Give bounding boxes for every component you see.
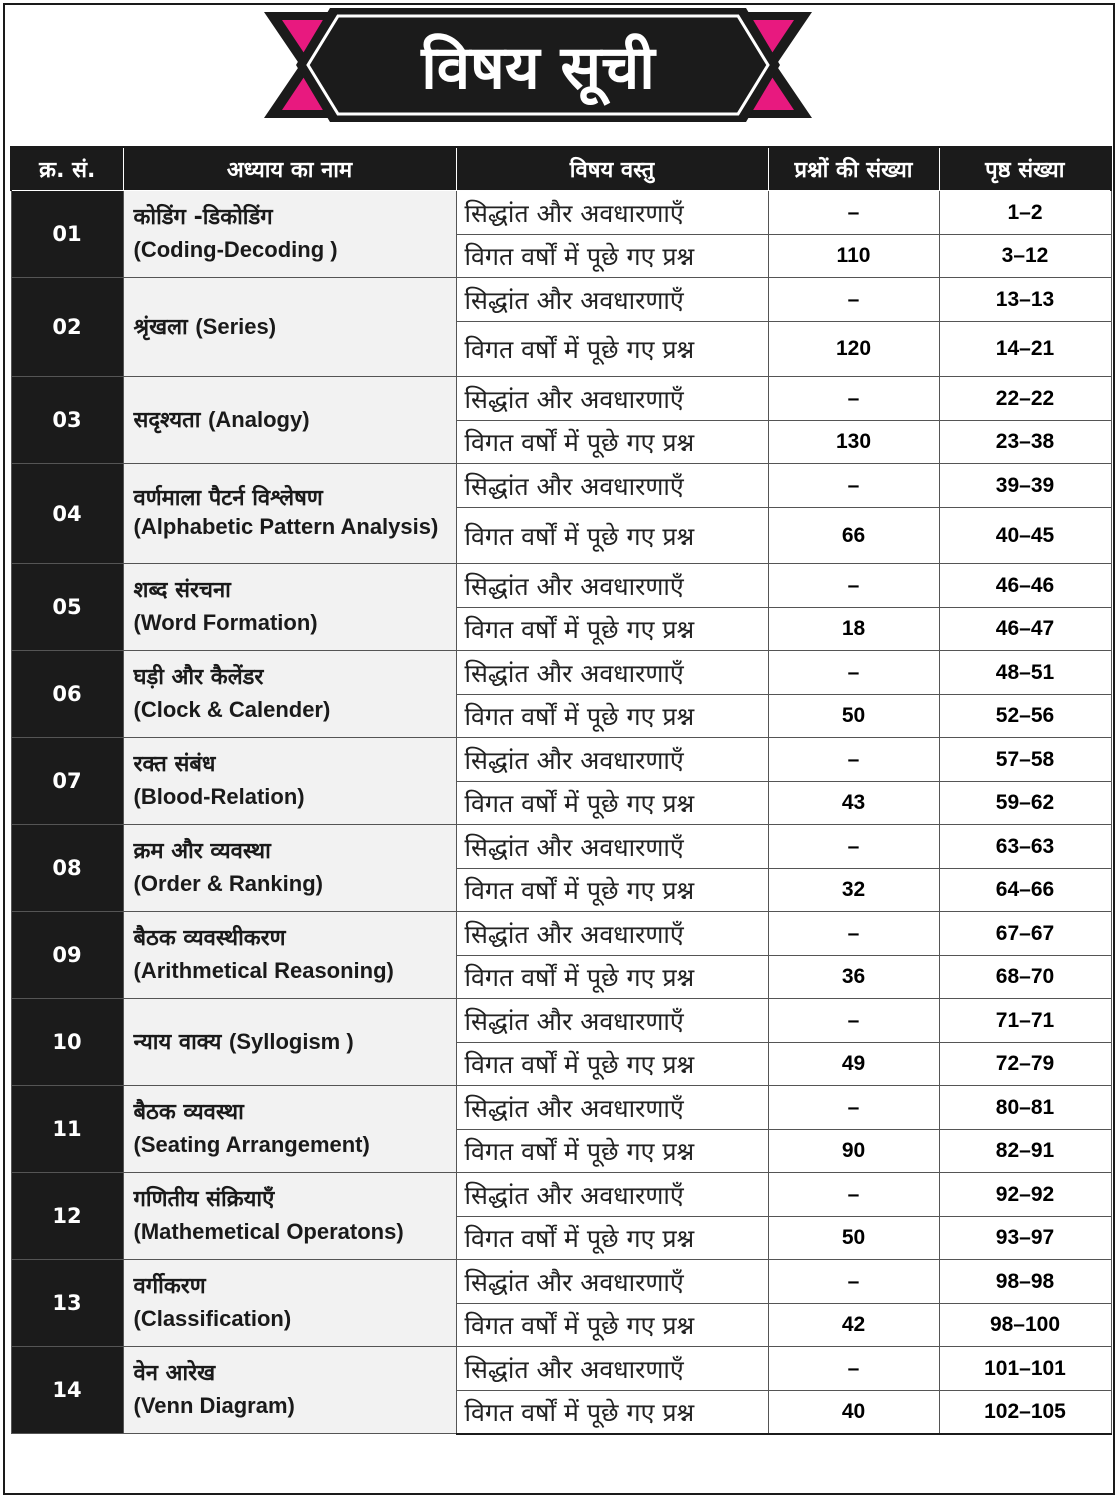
page-range: 46–46 [939, 564, 1111, 608]
page-range: 101–101 [939, 1347, 1111, 1391]
table-row [11, 1260, 1111, 1304]
page-range: 68–70 [939, 956, 1111, 999]
chapter-name-hindi: बैठक व्यवस्था [133, 1100, 244, 1126]
chapter-name-hindi: रक्त संबंध [133, 752, 216, 778]
question-count: – [768, 191, 939, 235]
page-title: विषय सूची [421, 33, 655, 103]
table-row [11, 999, 1111, 1043]
page-range: 22–22 [939, 377, 1111, 421]
question-count: 40 [768, 1391, 939, 1434]
chapter-number: 05 [11, 564, 123, 651]
page-range: 80–81 [939, 1086, 1111, 1130]
chapter-name-english: (Series) [195, 313, 277, 339]
question-count: – [768, 278, 939, 322]
chapter-number: 10 [11, 999, 123, 1086]
table-header-row [11, 147, 1111, 191]
table-row [11, 278, 1111, 322]
table-row [11, 1347, 1111, 1391]
question-count: 66 [768, 508, 939, 564]
subject-label: विगत वर्षों में पूछे गए प्रश्न [456, 322, 768, 377]
question-count: 50 [768, 1217, 939, 1260]
question-count: 110 [768, 235, 939, 278]
page-range: 92–92 [939, 1173, 1111, 1217]
chapter-name [123, 738, 456, 825]
chapter-name-english: (Alphabetic Pattern Analysis) [133, 514, 439, 539]
subject-label: विगत वर्षों में पूछे गए प्रश्न [456, 782, 768, 825]
question-count: 32 [768, 869, 939, 912]
table-row [11, 564, 1111, 608]
chapter-number: 13 [11, 1260, 123, 1347]
chapter-name [123, 1173, 456, 1260]
chapter-name-hindi: गणितीय संक्रियाएँ [133, 1187, 275, 1213]
page-range: 63–63 [939, 825, 1111, 869]
question-count: 43 [768, 782, 939, 825]
page-range: 82–91 [939, 1130, 1111, 1173]
chapter-name-hindi: श्रृंखला [133, 314, 188, 340]
chapter-name-english: (Clock & Calender) [133, 696, 331, 722]
column-header: विषय वस्तु [456, 147, 768, 191]
page-range: 40–45 [939, 508, 1111, 564]
chapter-number: 07 [11, 738, 123, 825]
chapter-name-english: (Mathemetical Operatons) [133, 1218, 404, 1244]
subject-label: सिद्धांत और अवधारणाएँ [456, 464, 768, 508]
table-row [11, 464, 1111, 508]
chapter-name-hindi: क्रम और व्यवस्था [133, 839, 271, 865]
subject-label: विगत वर्षों में पूछे गए प्रश्न [456, 1130, 768, 1173]
column-header: पृष्ठ संख्या [939, 147, 1111, 191]
page-range: 52–56 [939, 695, 1111, 738]
chapter-name-english: (Blood-Relation) [133, 783, 305, 809]
page-range: 1–2 [939, 191, 1111, 235]
chapter-name-hindi: घड़ी और कैलेंडर [133, 665, 264, 691]
table-row [11, 825, 1111, 869]
chapter-name [123, 564, 456, 651]
question-count: – [768, 999, 939, 1043]
page-range: 93–97 [939, 1217, 1111, 1260]
chapter-name-hindi: कोडिंग -डिकोडिंग [133, 205, 273, 231]
table-row [11, 1086, 1111, 1130]
subject-label: सिद्धांत और अवधारणाएँ [456, 278, 768, 322]
table-row [11, 191, 1111, 235]
table-row [11, 651, 1111, 695]
column-header: क्र. सं. [11, 147, 123, 191]
question-count: – [768, 1173, 939, 1217]
subject-label: सिद्धांत और अवधारणाएँ [456, 1173, 768, 1217]
column-header: प्रश्नों की संख्या [768, 147, 939, 191]
question-count: – [768, 1347, 939, 1391]
chapter-name-english: (Analogy) [208, 406, 310, 432]
question-count: – [768, 464, 939, 508]
question-count: 50 [768, 695, 939, 738]
chapter-name [123, 1086, 456, 1173]
chapter-name [123, 825, 456, 912]
chapter-name [123, 1347, 456, 1434]
chapter-number: 14 [11, 1347, 123, 1434]
chapter-number: 08 [11, 825, 123, 912]
page-range: 102–105 [939, 1391, 1111, 1434]
question-count: – [768, 912, 939, 956]
question-count: 130 [768, 421, 939, 464]
subject-label: सिद्धांत और अवधारणाएँ [456, 651, 768, 695]
chapter-number: 04 [11, 464, 123, 564]
subject-label: विगत वर्षों में पूछे गए प्रश्न [456, 956, 768, 999]
subject-label: सिद्धांत और अवधारणाएँ [456, 191, 768, 235]
page-range: 23–38 [939, 421, 1111, 464]
page-range: 98–98 [939, 1260, 1111, 1304]
page-range: 13–13 [939, 278, 1111, 322]
question-count: – [768, 1086, 939, 1130]
subject-label: विगत वर्षों में पूछे गए प्रश्न [456, 695, 768, 738]
table-row [11, 912, 1111, 956]
chapter-name-hindi: वेन आरेख [133, 1361, 216, 1387]
subject-label: सिद्धांत और अवधारणाएँ [456, 912, 768, 956]
toc-table [10, 146, 1112, 1435]
chapter-name-english: (Word Formation) [133, 609, 318, 635]
page-range: 71–71 [939, 999, 1111, 1043]
title-banner [260, 2, 816, 128]
page-range: 64–66 [939, 869, 1111, 912]
chapter-name-hindi: शब्द संरचना [133, 578, 231, 604]
chapter-number: 01 [11, 191, 123, 278]
page-range: 48–51 [939, 651, 1111, 695]
subject-label: विगत वर्षों में पूछे गए प्रश्न [456, 869, 768, 912]
question-count: – [768, 1260, 939, 1304]
subject-label: सिद्धांत और अवधारणाएँ [456, 1086, 768, 1130]
chapter-number: 12 [11, 1173, 123, 1260]
table-row [11, 738, 1111, 782]
chapter-name [123, 377, 456, 464]
subject-label: सिद्धांत और अवधारणाएँ [456, 999, 768, 1043]
question-count: – [768, 564, 939, 608]
page-range: 59–62 [939, 782, 1111, 825]
chapter-name-hindi: न्याय वाक्य [133, 1029, 222, 1055]
subject-label: विगत वर्षों में पूछे गए प्रश्न [456, 1217, 768, 1260]
question-count: 49 [768, 1043, 939, 1086]
column-header: अध्याय का नाम [123, 147, 456, 191]
chapter-name-hindi: वर्णमाला पैटर्न विश्लेषण [133, 485, 323, 511]
chapter-name-english: (Arithmetical Reasoning) [133, 957, 394, 983]
chapter-name [123, 651, 456, 738]
chapter-name-english: (Coding-Decoding ) [133, 236, 338, 262]
subject-label: विगत वर्षों में पूछे गए प्रश्न [456, 608, 768, 651]
question-count: – [768, 738, 939, 782]
page-range: 46–47 [939, 608, 1111, 651]
chapter-name-hindi: वर्गीकरण [133, 1274, 206, 1300]
subject-label: विगत वर्षों में पूछे गए प्रश्न [456, 1304, 768, 1347]
chapter-number: 09 [11, 912, 123, 999]
page-range: 67–67 [939, 912, 1111, 956]
question-count: – [768, 377, 939, 421]
subject-label: सिद्धांत और अवधारणाएँ [456, 738, 768, 782]
chapter-name-hindi: बैठक व्यवस्थीकरण [133, 926, 286, 952]
chapter-number: 03 [11, 377, 123, 464]
chapter-name-english: (Order & Ranking) [133, 870, 323, 896]
subject-label: विगत वर्षों में पूछे गए प्रश्न [456, 235, 768, 278]
chapter-number: 11 [11, 1086, 123, 1173]
chapter-name [123, 191, 456, 278]
chapter-name-english: (Seating Arrangement) [133, 1131, 370, 1157]
chapter-number: 02 [11, 278, 123, 377]
chapter-name-english: (Syllogism ) [229, 1028, 354, 1054]
subject-label: सिद्धांत और अवधारणाएँ [456, 564, 768, 608]
chapter-name [123, 912, 456, 999]
page-range: 57–58 [939, 738, 1111, 782]
subject-label: सिद्धांत और अवधारणाएँ [456, 377, 768, 421]
table-row [11, 1173, 1111, 1217]
question-count: 36 [768, 956, 939, 999]
chapter-name [123, 278, 456, 377]
page-range: 72–79 [939, 1043, 1111, 1086]
chapter-name-english: (Classification) [133, 1305, 292, 1331]
subject-label: सिद्धांत और अवधारणाएँ [456, 825, 768, 869]
chapter-name [123, 1260, 456, 1347]
subject-label: सिद्धांत और अवधारणाएँ [456, 1347, 768, 1391]
subject-label: विगत वर्षों में पूछे गए प्रश्न [456, 508, 768, 564]
chapter-name [123, 999, 456, 1086]
question-count: – [768, 651, 939, 695]
table-row [11, 377, 1111, 421]
subject-label: विगत वर्षों में पूछे गए प्रश्न [456, 1043, 768, 1086]
page-range: 98–100 [939, 1304, 1111, 1347]
question-count: 18 [768, 608, 939, 651]
chapter-name-english: (Venn Diagram) [133, 1392, 295, 1418]
page-range: 3–12 [939, 235, 1111, 278]
chapter-number: 06 [11, 651, 123, 738]
question-count: 120 [768, 322, 939, 377]
question-count: 42 [768, 1304, 939, 1347]
chapter-name [123, 464, 456, 564]
page-range: 39–39 [939, 464, 1111, 508]
question-count: 90 [768, 1130, 939, 1173]
question-count: – [768, 825, 939, 869]
subject-label: विगत वर्षों में पूछे गए प्रश्न [456, 421, 768, 464]
chapter-name-hindi: सदृश्यता [133, 407, 201, 433]
page-range: 14–21 [939, 322, 1111, 377]
subject-label: सिद्धांत और अवधारणाएँ [456, 1260, 768, 1304]
subject-label: विगत वर्षों में पूछे गए प्रश्न [456, 1391, 768, 1434]
